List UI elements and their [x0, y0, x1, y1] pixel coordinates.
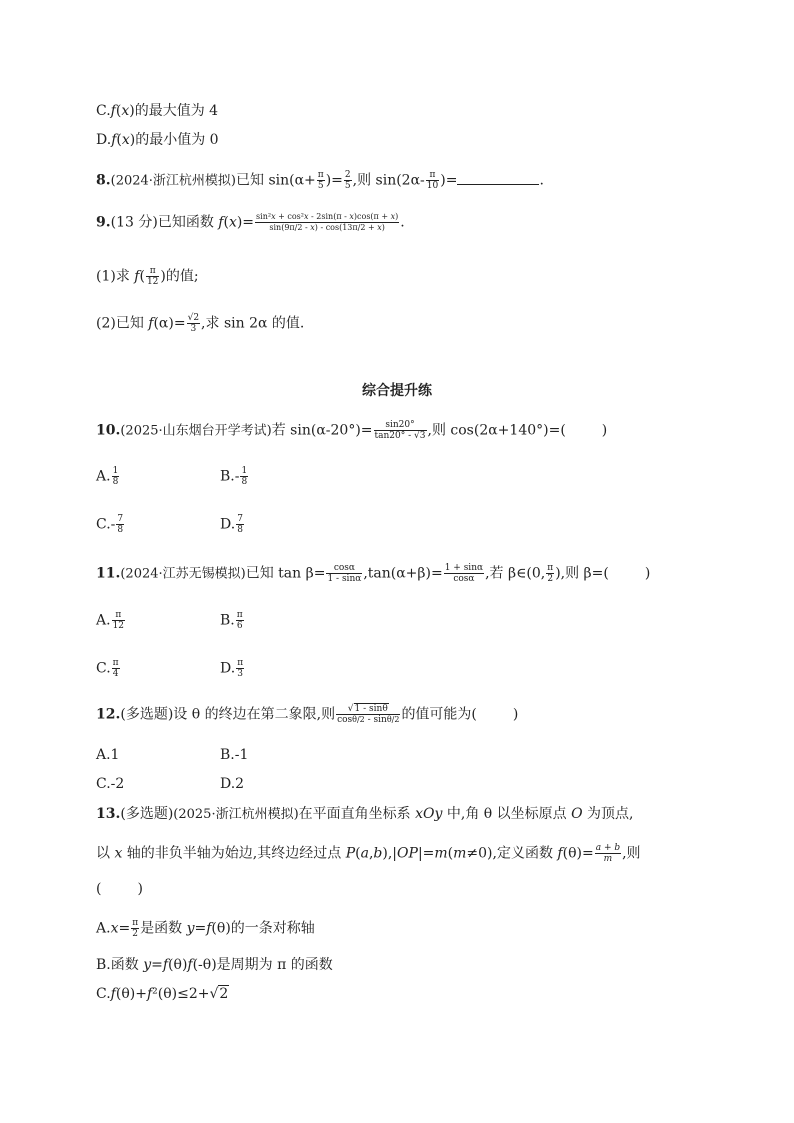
q12-option-d[interactable]: D.2 [220, 776, 245, 792]
q10-number: 10. [96, 422, 121, 439]
q8-number: 8. [96, 172, 111, 189]
q9-stem: 9.(13 分)已知函数 f(x)= $\frac{\text{sin²x + cos²x - 2sin(π - x)cos(π + x)}}{\sin(9\pi/2 - x) - \cos(13\pi/2 + x)}$ . [96, 212, 405, 232]
q13-option-a[interactable]: A.x= $\frac{\pi}{2}$ 是函数 y=f(θ)的一条对称轴 [96, 918, 315, 939]
q12-stem: 12.(多选题)设 θ 的终边在第二象限,则 $\frac{√1 - \sin\theta}{\cos\theta/2 - \sin\theta/2}$ 的值可能为( ) [96, 704, 519, 725]
q8-stem: 8.(2024·浙江杭州模拟)已知 sin(α+ $\frac{\pi}{5}$ )= $\frac{2}{5}$ ,则 sin(2α- $\frac{\pi}{10}$ )= . [96, 170, 544, 191]
q9-part1: (1)求 f( $\frac{\pi}{12}$ )的值; [96, 266, 199, 287]
q11-option-d[interactable]: D. $\frac{\pi}{3}$ [220, 658, 244, 679]
q9-number: 9. [96, 214, 111, 231]
q12-number: 12. [96, 706, 121, 723]
q13-stem-line3: ( ) [96, 881, 143, 897]
q12-option-a[interactable]: A.1 [96, 747, 120, 763]
q11-option-a[interactable]: A. $\frac{\pi}{12}$ [96, 610, 125, 631]
q7-option-c: C.f(x)的最大值为 4 [96, 103, 219, 119]
q12-option-c[interactable]: C.-2 [96, 776, 125, 792]
q11-number: 11. [96, 565, 121, 582]
q11-option-b[interactable]: B. $\frac{\pi}{6}$ [220, 610, 243, 631]
q13-option-b[interactable]: B.函数 y=f(θ)f(-θ)是周期为 π 的函数 [96, 957, 333, 973]
section-title: 综合提升练 [362, 383, 432, 399]
q13-stem-line1: 13.(多选题)(2025·浙江杭州模拟)在平面直角坐标系 xOy 中,角 θ 以坐标原点 O 为顶点, [96, 806, 634, 822]
q8-answer-blank[interactable] [457, 172, 539, 185]
q10-option-d[interactable]: D. $\frac{7}{8}$ [220, 514, 243, 535]
q12-option-b[interactable]: B.-1 [220, 747, 249, 763]
q13-number: 13. [96, 806, 121, 822]
q9-score: (13 分) [110, 214, 158, 231]
q9-part2: (2)已知 f(α)= $\frac{√2}{3}$ ,求 sin 2α 的值. [96, 313, 305, 334]
q10-stem: 10.(2025·山东烟台开学考试)若 sin(α-20°)= $\frac{\sin 20^\circ}{\tan 20^\circ - √3}$ ,则 cos(2α+140°)=( ) [96, 420, 608, 441]
q10-option-b[interactable]: B.- $\frac{1}{8}$ [220, 466, 248, 487]
q11-stem: 11.(2024·江苏无锡模拟)已知 tan β= $\frac{\cos\alpha}{1 - \sin\alpha}$ ,tan(α+β)= $\frac{1 + \sin\alpha}{\cos\alpha}$ ,若 β∈(0, $\frac{\pi}{2}$ ),则 β=( ) [96, 563, 651, 584]
q10-source: (2025·山东烟台开学考试) [120, 423, 272, 439]
q11-option-c[interactable]: C. $\frac{\pi}{4}$ [96, 658, 119, 679]
q12-tag: (多选题) [120, 706, 174, 723]
q13-option-c[interactable]: C.f(θ)+f²(θ)≤2+√2 [96, 986, 229, 1002]
q7-option-d: D.f(x)的最小值为 0 [96, 132, 219, 148]
q13-tag: (多选题) [120, 806, 174, 822]
q11-source: (2024·江苏无锡模拟) [120, 566, 246, 582]
q10-option-a[interactable]: A. $\frac{1}{8}$ [96, 466, 119, 487]
q13-stem-line2: 以 x 轴的非负半轴为始边,其终边经过点 P(a,b),|OP|=m(m≠0),定义函数 f(θ)= $\frac{a + b}{m}$ ,则 [96, 843, 641, 864]
q8-source: (2024·浙江杭州模拟) [110, 173, 236, 189]
q13-source: (2025·浙江杭州模拟) [173, 807, 299, 822]
q10-option-c[interactable]: C.- $\frac{7}{8}$ [96, 514, 124, 535]
